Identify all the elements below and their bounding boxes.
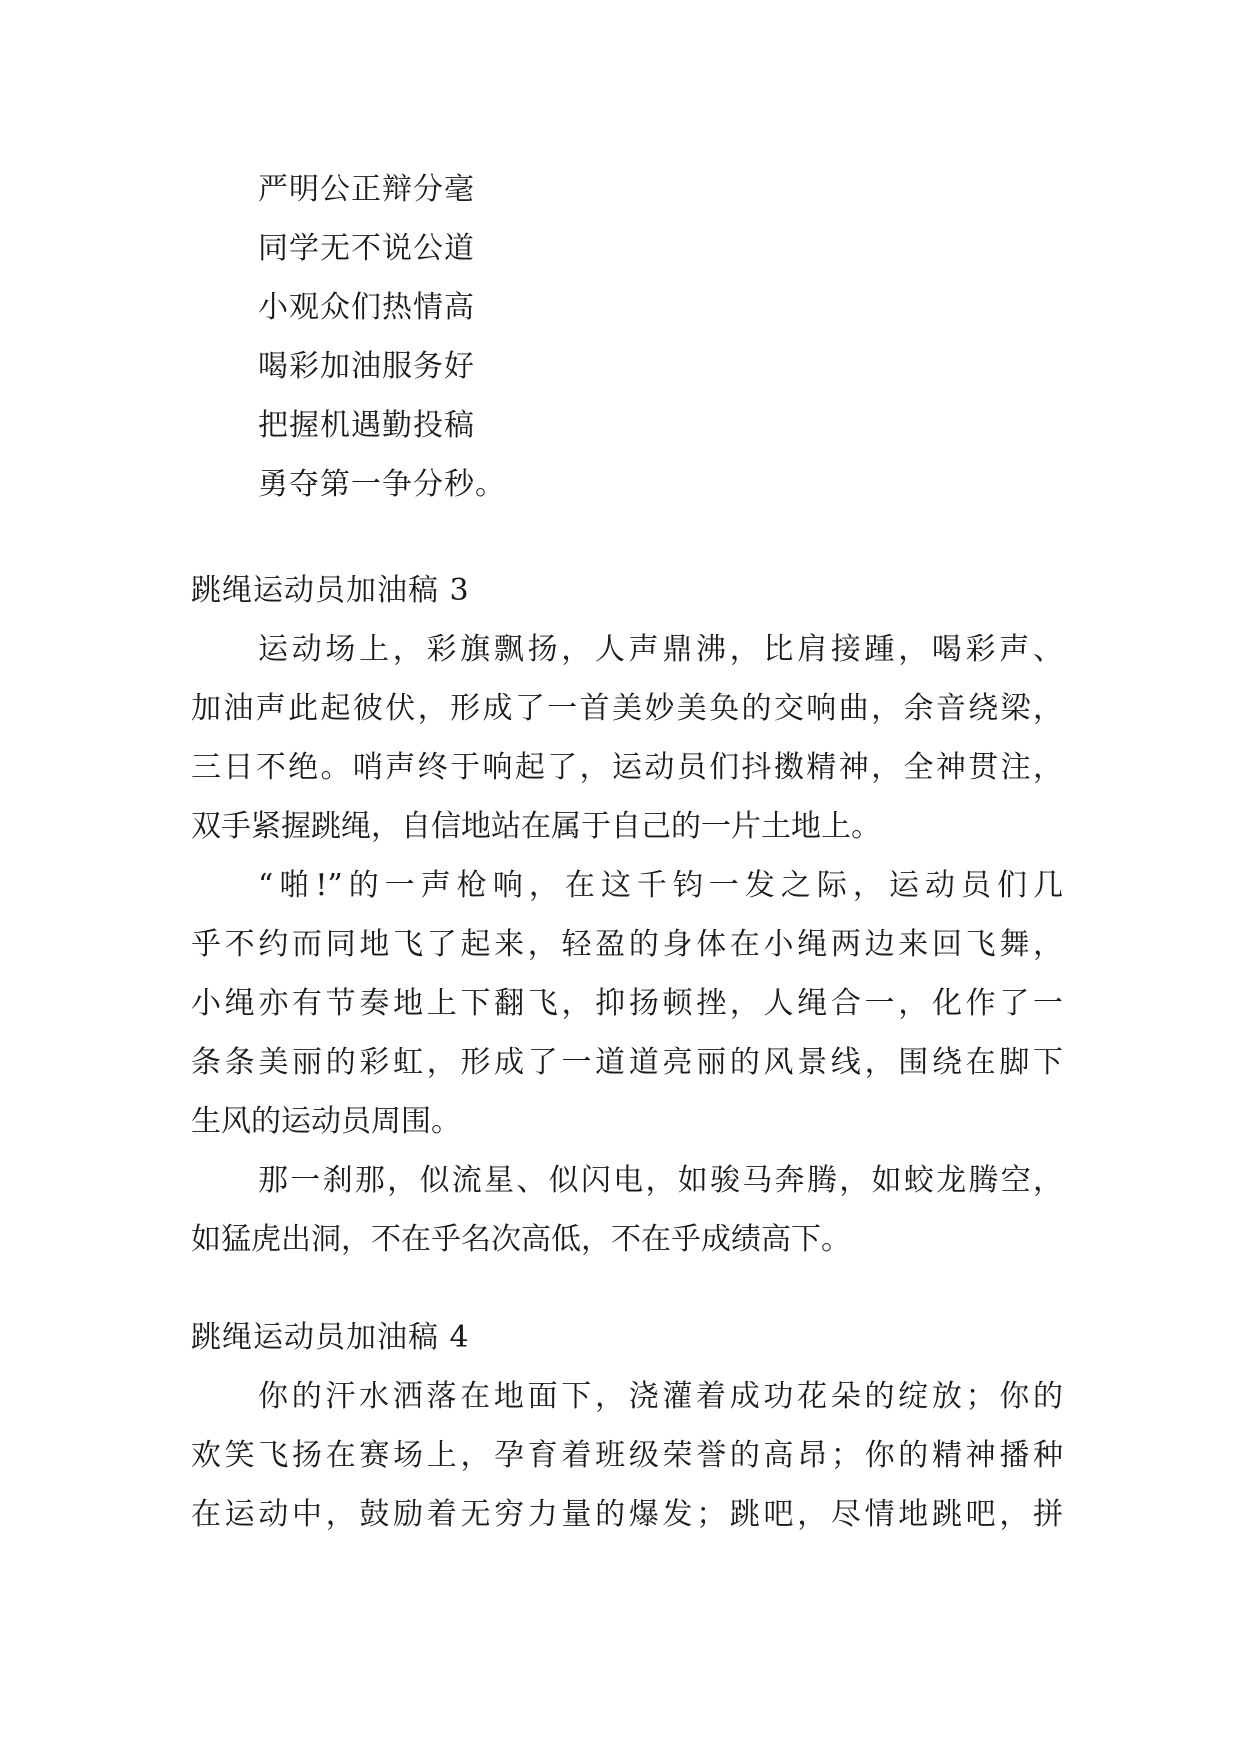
poem-line: 小观众们热情高 — [258, 290, 475, 325]
paragraph-line: “啪!”的一声枪响，在这千钧一发之际，运动员们几 — [258, 868, 1063, 903]
paragraph-line: 乎不约而同地飞了起来，轻盈的身体在小绳两边来回飞舞， — [191, 927, 1063, 962]
poem-line: 勇夺第一争分秒。 — [258, 467, 506, 502]
paragraph — [191, 620, 1063, 856]
paragraph — [191, 1367, 1063, 1544]
poem-block — [258, 160, 506, 514]
paragraph-line: 欢笑飞扬在赛场上，孕育着班级荣誉的高昂；你的精神播种 — [191, 1438, 1063, 1473]
paragraph-line: 小绳亦有节奏地上下翻飞，抑扬顿挫，人绳合一，化作了一 — [191, 986, 1063, 1021]
paragraph-line: 在运动中，鼓励着无穷力量的爆发；跳吧，尽情地跳吧，拼 — [191, 1497, 1063, 1532]
paragraph-line: 双手紧握跳绳，自信地站在属于自己的一片土地上。 — [191, 809, 881, 844]
section-3-title: 跳绳运动员加油稿 3 — [191, 573, 470, 608]
poem-line: 严明公正辩分毫 — [258, 172, 475, 207]
paragraph-line: 那一刹那，似流星、似闪电，如骏马奔腾，如蛟龙腾空， — [258, 1163, 1063, 1198]
poem-line: 同学无不说公道 — [258, 231, 475, 266]
paragraph-line: 加油声此起彼伏，形成了一首美妙美奂的交响曲，余音绕梁， — [191, 691, 1063, 726]
paragraph-line: 三日不绝。哨声终于响起了，运动员们抖擞精神，全神贯注， — [191, 750, 1063, 785]
poem-line: 把握机遇勤投稿 — [258, 408, 475, 443]
section-4-body — [191, 1367, 1063, 1544]
paragraph-line: 生风的运动员周围。 — [191, 1104, 461, 1139]
paragraph — [191, 1151, 1063, 1269]
section-4-title: 跳绳运动员加油稿 4 — [191, 1320, 470, 1355]
section-3-body — [191, 620, 1063, 1269]
poem-line: 喝彩加油服务好 — [258, 349, 475, 384]
paragraph-line: 条条美丽的彩虹，形成了一道道亮丽的风景线，围绕在脚下 — [191, 1045, 1063, 1080]
paragraph-line: 你的汗水洒落在地面下，浇灌着成功花朵的绽放；你的 — [258, 1379, 1063, 1414]
paragraph-line: 如猛虎出洞，不在乎名次高低，不在乎成绩高下。 — [191, 1222, 851, 1257]
paragraph — [191, 856, 1063, 1151]
paragraph-line: 运动场上，彩旗飘扬，人声鼎沸，比肩接踵，喝彩声、 — [258, 632, 1063, 667]
